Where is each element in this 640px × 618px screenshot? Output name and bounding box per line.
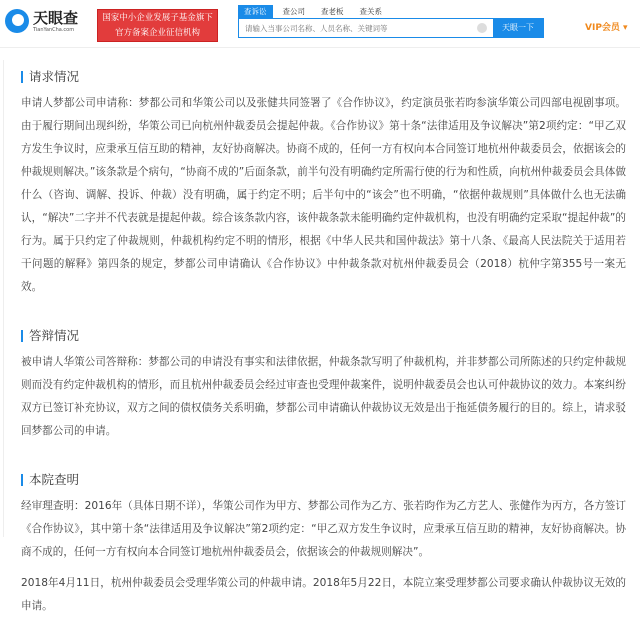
tab-boss[interactable]: 查老板 [321,7,344,16]
search-tabs [238,5,392,18]
badge-line-1: 国家中小企业发展子基金旗下 [102,13,213,23]
badge-line-2: 官方备案企业征信机构 [114,28,200,38]
tab-company[interactable]: 查公司 [282,7,305,16]
top-header [0,0,640,48]
certification-badge [97,9,218,42]
tab-relation[interactable]: 查关系 [359,7,382,16]
vip-menu[interactable]: VIP会员 ▾ [585,23,628,33]
findings-paragraph: 经审理查明：2016年（具体日期不详），华策公司作为甲方、梦都公司作为乙方、张若昀作为乙方艺人、张健作为丙方，各方签订《合作协议》，其中第十条“法律适用及争议解决”第2项约定：“甲乙双方发生争议时，应秉承互信互助的精神，友好协商解决。协商不成的，任何一方有权向本合同签订地杭州仲裁委员会，依据该会的仲裁规则解决”。 [21,500,626,558]
logo-domain: TianYanCha.com [33,26,75,33]
tianyancha-logo[interactable] [5,9,78,33]
clear-icon[interactable] [477,23,487,33]
section-title-defense: 答辩情况 [21,330,626,342]
case-content [3,60,640,612]
section-title-request: 请求情况 [21,71,626,83]
defense-paragraph: 被申请人华策公司答辩称：梦都公司的申请没有事实和法律依据，仲裁条款写明了仲裁机构，并非梦都公司所陈述的只约定仲裁规则而没有约定仲裁机构的情形，而且杭州仲裁委员会经过审查也受理仲裁案件，说明仲裁委员会也认可仲裁协议的效力。本案纠纷双方已签订补充协议，双方之间的债权债务关系明确，梦都公司申请确认仲裁协议无效是出于拖延债务履行的目的。综上，请求驳回梦都公司的申请。 [21,356,626,437]
section-title-findings: 本院查明 [21,474,626,486]
logo-icon [5,9,29,33]
logo-text: 天眼查 [33,8,79,27]
search-bar [238,18,544,38]
search-input[interactable] [239,19,471,37]
tab-lawsuit[interactable]: 查诉讼 [238,5,273,18]
request-paragraph: 申请人梦都公司申请称：梦都公司和华策公司以及张健共同签署了《合作协议》，约定演员张若昀参演华策公司四部电视剧事项。由于履行期间出现纠纷，华策公司已向杭州仲裁委员会提起仲裁。《合作协议》第十条“法律适用及争议解决”第2项约定：“甲乙双方发生争议时，应秉承互信互助的精神，友好协商解决。协商不成的，任何一方有权向本合同签订地杭州仲裁委员会，依据该会的仲裁规则解决。”该条款是个病句，“协商不成的”后面条款，前半句没有明确约定所需行使的行为和性质，向杭州仲裁委员会具体做什么（咨询、调解、投诉、仲裁）没有明确，属于约定不明；后半句中的“该会”也不明确，“依据仲裁规则”具体做什么也无法确认，“解决”二字并不代表就是提起仲裁。综合该条款内容，该仲裁条款未能明确约定仲裁机构，也没有明确约定采取“提起仲裁”的行为。属于只约定了仲裁规则，仲裁机构约定不明的情形，根据《中华人民共和国仲裁法》第十八条、《最高人民法院关于适用若干问题的解释》第四条的规定，梦都公司申请确认《合作协议》中仲裁条款对杭州仲裁委员会（2018）杭仲字第355号一案无效。 [21,97,626,293]
findings-paragraph: 2018年4月11日，杭州仲裁委员会受理华策公司的仲裁申请。2018年5月22日，本院立案受理梦都公司要求确认仲裁协议无效的申请。 [21,577,626,612]
search-button[interactable]: 天眼一下 [493,19,543,37]
